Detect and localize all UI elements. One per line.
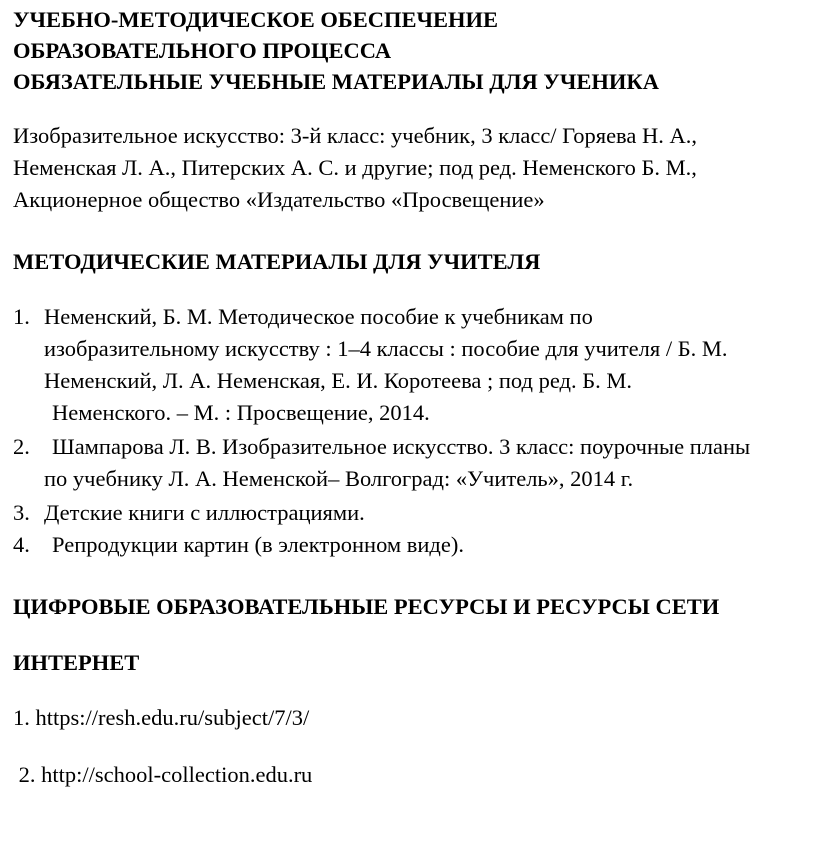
list-item-line: Неменский, Б. М. Методическое пособие к учебникам по <box>44 304 593 329</box>
list-item-line: Детские книги с иллюстрациями. <box>44 500 365 525</box>
list-item-line: изобразительному искусству : 1–4 классы : пособие для учителя / Б. М. <box>44 336 728 361</box>
textbook-reference-line-1: Изобразительное искусство: 3-й класс: учебник, 3 класс/ Горяева Н. А., <box>13 123 697 148</box>
list-item-line: Шампарова Л. В. Изобразительное искусство. 3 класс: поурочные планы <box>52 434 751 459</box>
list-item-line: Неменского. – М. : Просвещение, 2014. <box>52 400 430 425</box>
list-item-line: по учебнику Л. А. Неменской– Волгоград: «Учитель», 2014 г. <box>44 466 634 491</box>
resource-link-school-collection[interactable]: 2. http://school-collection.edu.ru <box>13 762 313 787</box>
digital-resources-heading-line-1: ЦИФРОВЫЕ ОБРАЗОВАТЕЛЬНЫЕ РЕСУРСЫ И РЕСУРСЫ СЕТИ <box>13 594 720 619</box>
list-item-number: 4. <box>13 532 30 557</box>
list-item-number: 2. <box>13 434 30 459</box>
resource-link-resh[interactable]: 1. https://resh.edu.ru/subject/7/3/ <box>13 705 310 730</box>
list-item-line: Неменский, Л. А. Неменская, Е. И. Коротеева ; под ред. Б. М. <box>44 368 633 393</box>
textbook-reference-line-2: Неменская Л. А., Питерских А. С. и другие; под ред. Неменского Б. М., <box>13 155 697 180</box>
list-item-number: 1. <box>13 304 30 329</box>
student-materials-heading: ОБЯЗАТЕЛЬНЫЕ УЧЕБНЫЕ МАТЕРИАЛЫ ДЛЯ УЧЕНИКА <box>13 69 659 94</box>
main-heading-line-1: УЧЕБНО-МЕТОДИЧЕСКОЕ ОБЕСПЕЧЕНИЕ <box>13 7 499 32</box>
textbook-reference-line-3: Акционерное общество «Издательство «Просвещение» <box>13 187 545 212</box>
digital-resources-heading-line-2: ИНТЕРНЕТ <box>13 650 140 675</box>
list-item-number: 3. <box>13 500 30 525</box>
main-heading-line-2: ОБРАЗОВАТЕЛЬНОГО ПРОЦЕССА <box>13 38 392 63</box>
list-item-line: Репродукции картин (в электронном виде). <box>52 532 464 557</box>
teacher-materials-heading: МЕТОДИЧЕСКИЕ МАТЕРИАЛЫ ДЛЯ УЧИТЕЛЯ <box>13 249 541 274</box>
